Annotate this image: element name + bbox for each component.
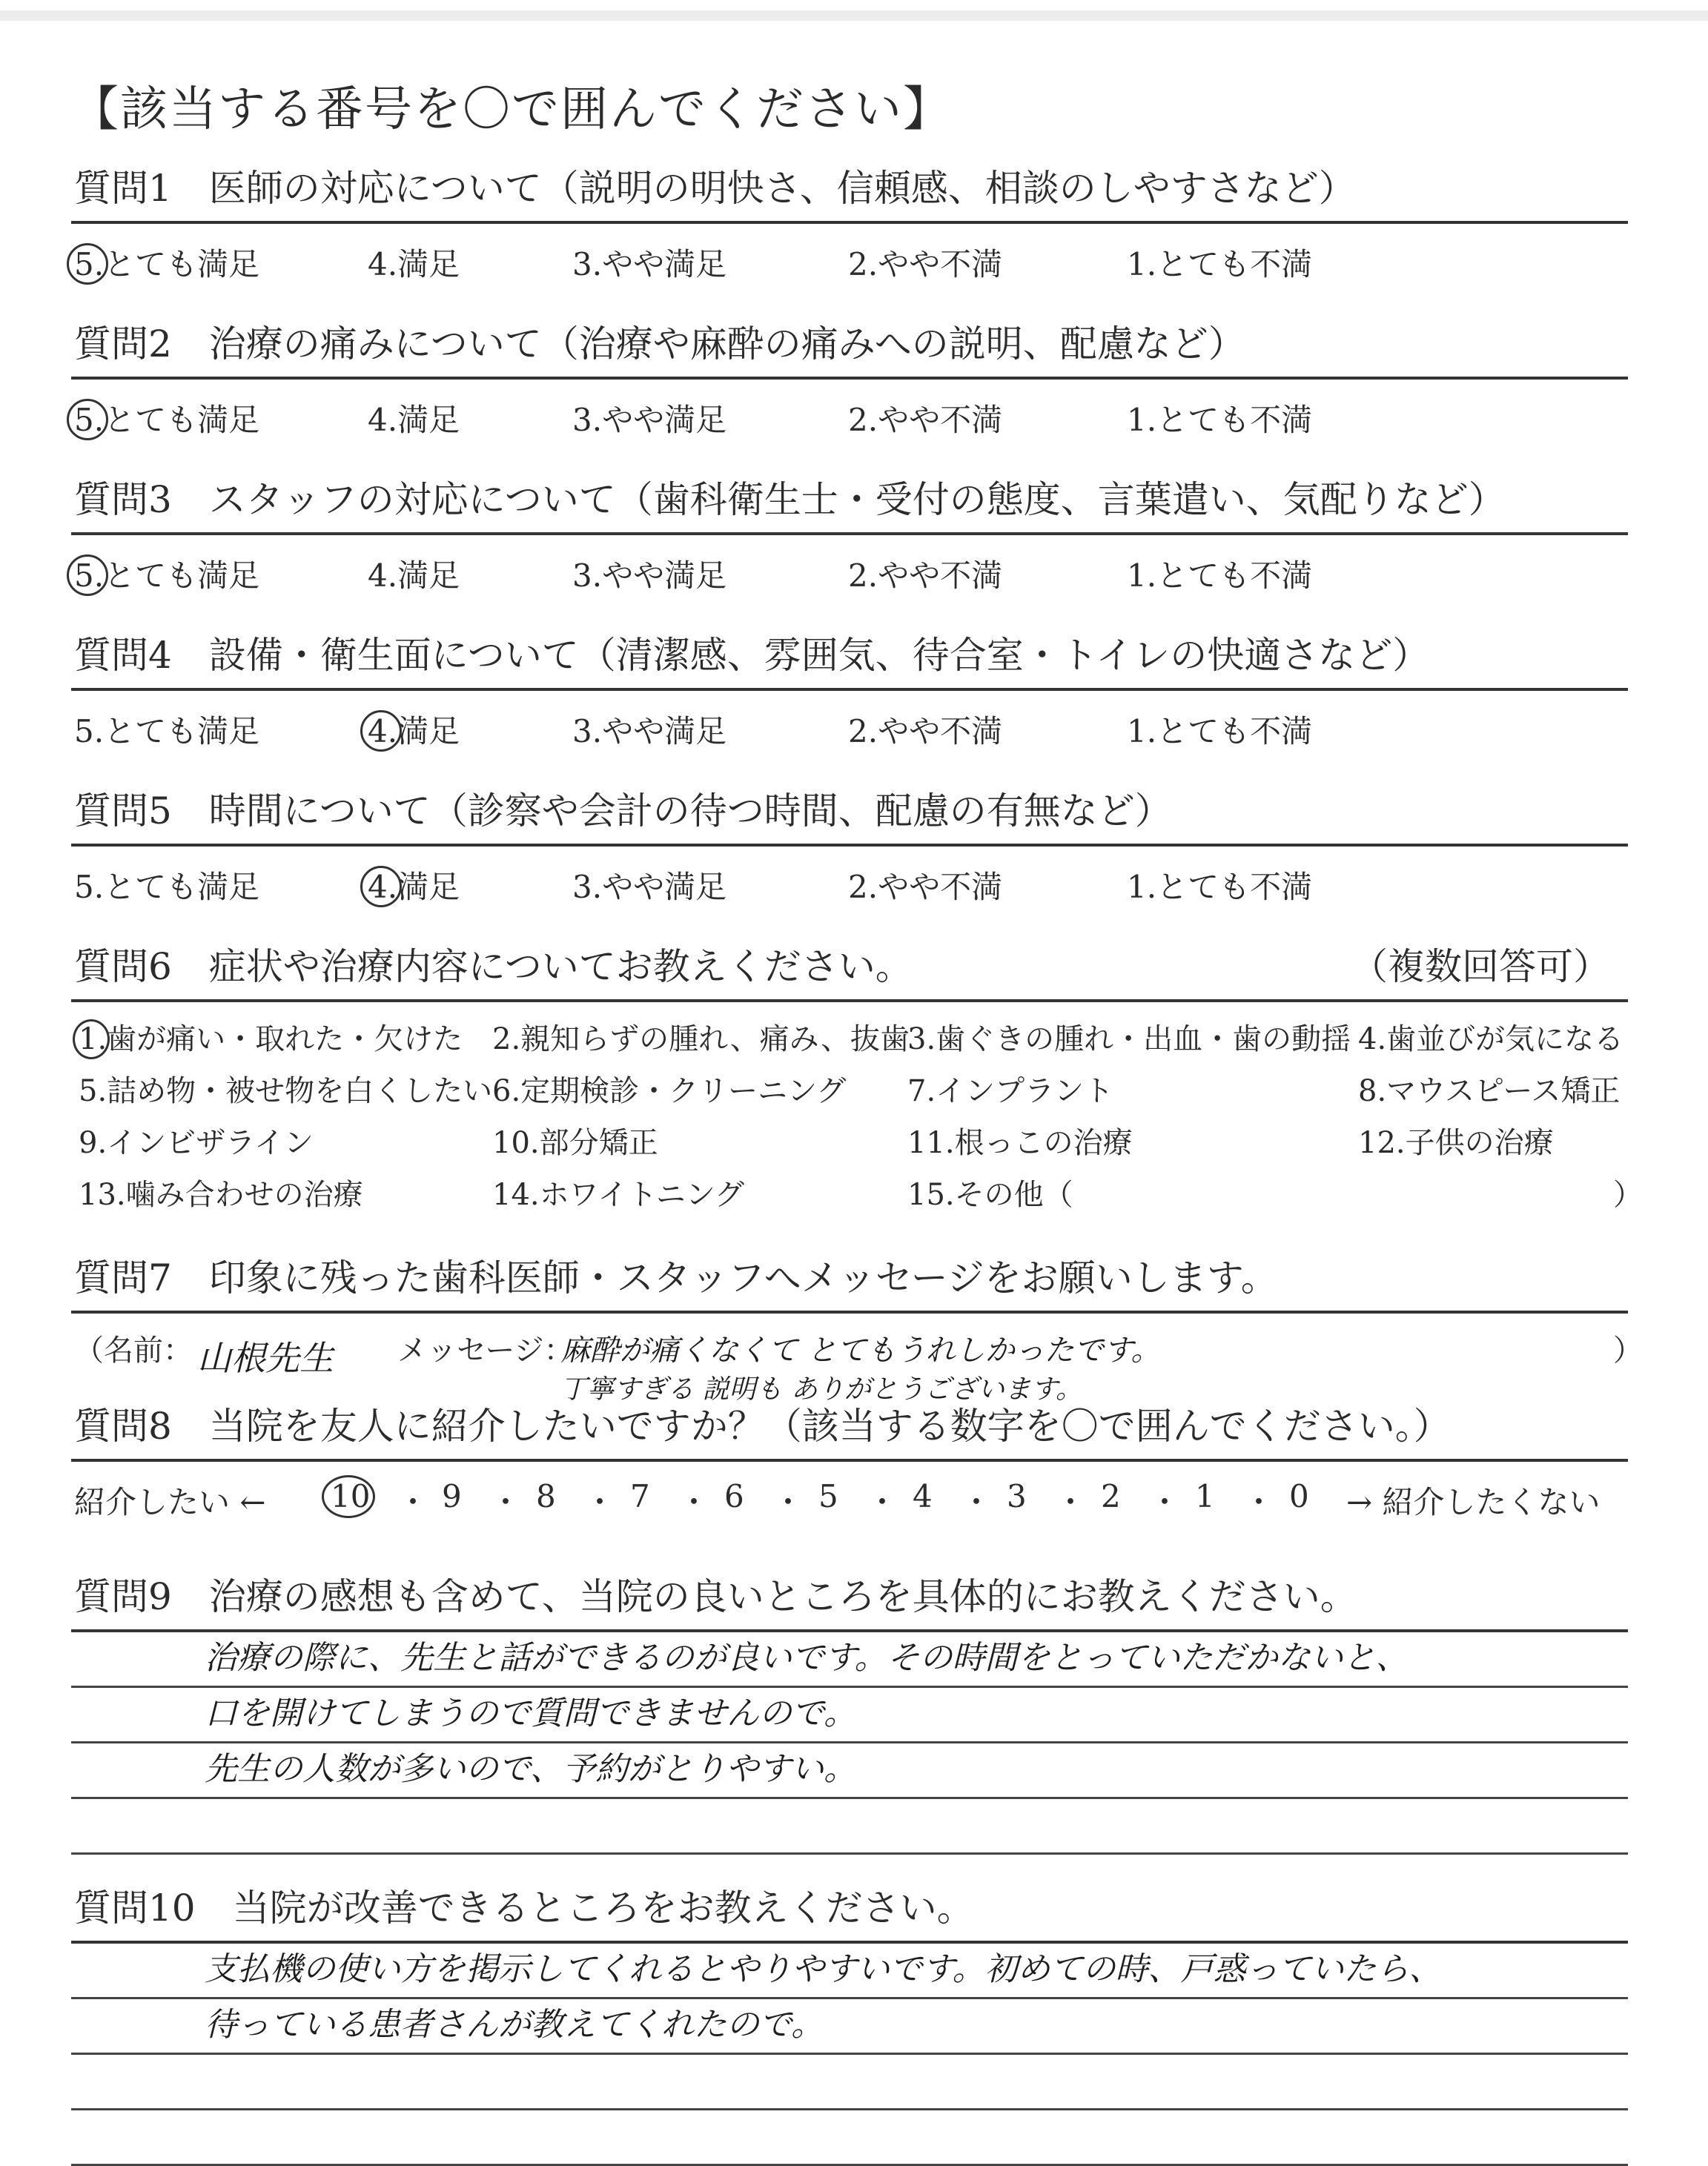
scale-option-6[interactable]: 6 bbox=[724, 1478, 744, 1514]
handwritten-answer-line[interactable]: 待っている患者さんが教えてくれたので。 bbox=[205, 2006, 824, 2044]
selection-circle bbox=[73, 1019, 110, 1059]
option-3[interactable]: 3.やや満足 bbox=[572, 246, 727, 282]
scale-option-9[interactable]: 9 bbox=[442, 1478, 462, 1514]
handwritten-answer-line[interactable]: 口を開けてしまうので質問できませんので。 bbox=[205, 1695, 857, 1732]
symptom-option-1[interactable]: 1.歯が痛い・取れた・欠けた bbox=[79, 1016, 463, 1058]
scale-dot: ・ bbox=[584, 1484, 616, 1520]
scale-option-3[interactable]: 3 bbox=[1007, 1478, 1027, 1514]
question-1 bbox=[71, 162, 1628, 283]
question-title: 質問9 治療の感想も含めて、当院の良いところを具体的にお教えください。 bbox=[74, 1575, 1357, 1618]
multiple-answers-note: （複数回答可） bbox=[1351, 945, 1610, 988]
handwritten-name[interactable]: 山根先生 bbox=[197, 1338, 334, 1378]
scale-option-1[interactable]: 1 bbox=[1195, 1478, 1215, 1514]
symptom-option-10[interactable]: 10.部分矯正 bbox=[492, 1126, 658, 1160]
scale-option-10[interactable]: 10 bbox=[331, 1478, 370, 1514]
option-1[interactable]: 1.とても不満 bbox=[1127, 713, 1313, 749]
recommend-scale bbox=[331, 1478, 1368, 1523]
option-3[interactable]: 3.やや満足 bbox=[572, 869, 727, 905]
question-title: 質問5 時間について（診察や会計の待つ時間、配慮の有無など） bbox=[74, 789, 1172, 832]
option-2[interactable]: 2.やや不満 bbox=[848, 246, 1003, 282]
option-4[interactable]: 4.満足 bbox=[368, 557, 460, 594]
scale-option-2[interactable]: 2 bbox=[1101, 1478, 1121, 1514]
handwritten-message-line-1[interactable]: 麻酔が痛くなくて とてもうれしかったです。 bbox=[560, 1334, 1161, 1368]
scale-option-7[interactable]: 7 bbox=[630, 1478, 650, 1514]
option-4[interactable]: 4.満足 bbox=[368, 402, 460, 438]
question-title: 質問8 当院を友人に紹介したいですか？（該当する数字を〇で囲んでください。） bbox=[74, 1405, 1451, 1448]
scale-dot: ・ bbox=[772, 1484, 804, 1520]
question-7 bbox=[71, 1251, 1643, 1405]
question-8 bbox=[71, 1400, 1628, 1529]
question-4 bbox=[71, 629, 1628, 750]
symptom-option-12[interactable]: 12.子供の治療 bbox=[1358, 1126, 1554, 1160]
scale-dot: ・ bbox=[678, 1484, 710, 1520]
symptom-option-13[interactable]: 13.噛み合わせの治療 bbox=[79, 1178, 363, 1212]
option-2[interactable]: 2.やや不満 bbox=[848, 402, 1003, 438]
symptom-option-4[interactable]: 4.歯並びが気になる bbox=[1358, 1022, 1624, 1056]
symptom-option-6[interactable]: 6.定期検診・クリーニング bbox=[492, 1074, 847, 1108]
option-5[interactable]: 5.とても満足 bbox=[74, 396, 259, 440]
question-title: 質問10 当院が改善できるところをお教えください。 bbox=[74, 1887, 974, 1930]
scale-dot: ・ bbox=[1149, 1484, 1181, 1520]
selection-circle bbox=[67, 243, 108, 285]
message-label: メッセージ： bbox=[397, 1334, 574, 1368]
question-title: 質問4 設備・衛生面について（清潔感、雰囲気、待合室・トイレの快適さなど） bbox=[74, 634, 1430, 677]
answer-lines bbox=[71, 1632, 1628, 1855]
option-1[interactable]: 1.とても不満 bbox=[1127, 246, 1313, 282]
scale-dot: ・ bbox=[867, 1484, 898, 1520]
option-2[interactable]: 2.やや不満 bbox=[848, 869, 1003, 905]
name-label: （名前： bbox=[74, 1334, 193, 1368]
question-title: 質問7 印象に残った歯科医師・スタッフへメッセージをお願いします。 bbox=[74, 1256, 1278, 1299]
symptom-option-2[interactable]: 2.親知らずの腫れ、痛み、抜歯 bbox=[492, 1022, 910, 1056]
option-3[interactable]: 3.やや満足 bbox=[572, 402, 727, 438]
question-title: 質問1 医師の対応について（説明の明快さ、信頼感、相談のしやすさなど） bbox=[74, 167, 1356, 210]
symptom-option-11[interactable]: 11.根っこの治療 bbox=[907, 1126, 1133, 1160]
scale-option-8[interactable]: 8 bbox=[536, 1478, 556, 1514]
scale-dot: ・ bbox=[397, 1484, 429, 1520]
option-4[interactable]: 4.満足 bbox=[368, 246, 460, 282]
scale-left-label: 紹介したい ← bbox=[74, 1484, 266, 1520]
symptom-option-14[interactable]: 14.ホワイトニング bbox=[492, 1178, 745, 1212]
symptom-option-9[interactable]: 9.インビザライン bbox=[79, 1126, 314, 1160]
scale-dot: ・ bbox=[961, 1484, 993, 1520]
symptom-option-3[interactable]: 3.歯ぐきの腫れ・出血・歯の動揺 bbox=[907, 1022, 1351, 1056]
question-3 bbox=[71, 473, 1628, 595]
selection-circle bbox=[360, 866, 402, 907]
scale-dot: ・ bbox=[1243, 1484, 1275, 1520]
question-title: 質問6 症状や治療内容についてお教えください。 bbox=[74, 945, 913, 988]
page-title: 【該当する番号を〇で囲んでください】 bbox=[71, 82, 952, 137]
scale-dot: ・ bbox=[490, 1484, 522, 1520]
question-5 bbox=[71, 784, 1628, 906]
symptom-option-15[interactable]: 15.その他（ bbox=[907, 1178, 1073, 1212]
scale-option-4[interactable]: 4 bbox=[913, 1478, 933, 1514]
other-close-paren: ） bbox=[1613, 1178, 1643, 1212]
option-5[interactable]: 5.とても満足 bbox=[74, 240, 259, 285]
question-title: 質問3 スタッフの対応について（歯科衛生士・受付の態度、言葉遣い、気配りなど） bbox=[74, 478, 1506, 521]
scale-option-5[interactable]: 5 bbox=[818, 1478, 838, 1514]
handwritten-answer-line[interactable]: 支払機の使い方を掲示してくれるとやりやすいです。初めての時、戸惑っていたら、 bbox=[205, 1950, 1442, 1988]
question-10 bbox=[71, 1881, 1628, 2166]
handwritten-message-line-2[interactable]: 丁寧すぎる 説明も ありがとうございます。 bbox=[560, 1374, 1083, 1405]
option-1[interactable]: 1.とても不満 bbox=[1127, 557, 1313, 594]
question-2 bbox=[71, 317, 1628, 439]
answer-lines bbox=[71, 1944, 1628, 2166]
option-3[interactable]: 3.やや満足 bbox=[572, 713, 727, 749]
selection-circle bbox=[360, 710, 402, 752]
selection-circle bbox=[67, 399, 108, 440]
selection-circle bbox=[67, 554, 108, 596]
handwritten-answer-line[interactable]: 先生の人数が多いので、予約がとりやすい。 bbox=[205, 1750, 857, 1788]
option-1[interactable]: 1.とても不満 bbox=[1127, 402, 1313, 438]
option-4[interactable]: 4.満足 bbox=[368, 707, 460, 752]
symptom-option-5[interactable]: 5.詰め物・被せ物を白くしたい bbox=[79, 1074, 493, 1108]
option-5[interactable]: 5.とても満足 bbox=[74, 713, 260, 749]
selection-circle bbox=[322, 1475, 375, 1518]
option-5[interactable]: 5.とても満足 bbox=[74, 869, 260, 905]
scale-option-0[interactable]: 0 bbox=[1289, 1478, 1309, 1514]
option-3[interactable]: 3.やや満足 bbox=[572, 557, 727, 594]
message-close-paren: ） bbox=[1613, 1334, 1643, 1368]
scale-dot: ・ bbox=[1055, 1484, 1087, 1520]
option-2[interactable]: 2.やや不満 bbox=[848, 557, 1003, 594]
question-6 bbox=[71, 940, 1643, 1225]
option-5[interactable]: 5.とても満足 bbox=[74, 552, 259, 596]
question-9 bbox=[71, 1570, 1628, 1855]
question-title: 質問2 治療の痛みについて（治療や麻酔の痛みへの説明、配慮など） bbox=[74, 322, 1245, 365]
scale-right-label: → 紹介したくない bbox=[1346, 1484, 1601, 1520]
handwritten-answer-line[interactable]: 治療の際に、先生と話ができるのが良いです。その時間をとっていただかないと、 bbox=[205, 1639, 1409, 1677]
option-1[interactable]: 1.とても不満 bbox=[1127, 869, 1313, 905]
symptom-option-8[interactable]: 8.マウスピース矯正 bbox=[1358, 1074, 1621, 1108]
symptom-option-7[interactable]: 7.インプラント bbox=[907, 1074, 1114, 1108]
option-4[interactable]: 4.満足 bbox=[368, 863, 460, 907]
option-2[interactable]: 2.やや不満 bbox=[848, 713, 1003, 749]
